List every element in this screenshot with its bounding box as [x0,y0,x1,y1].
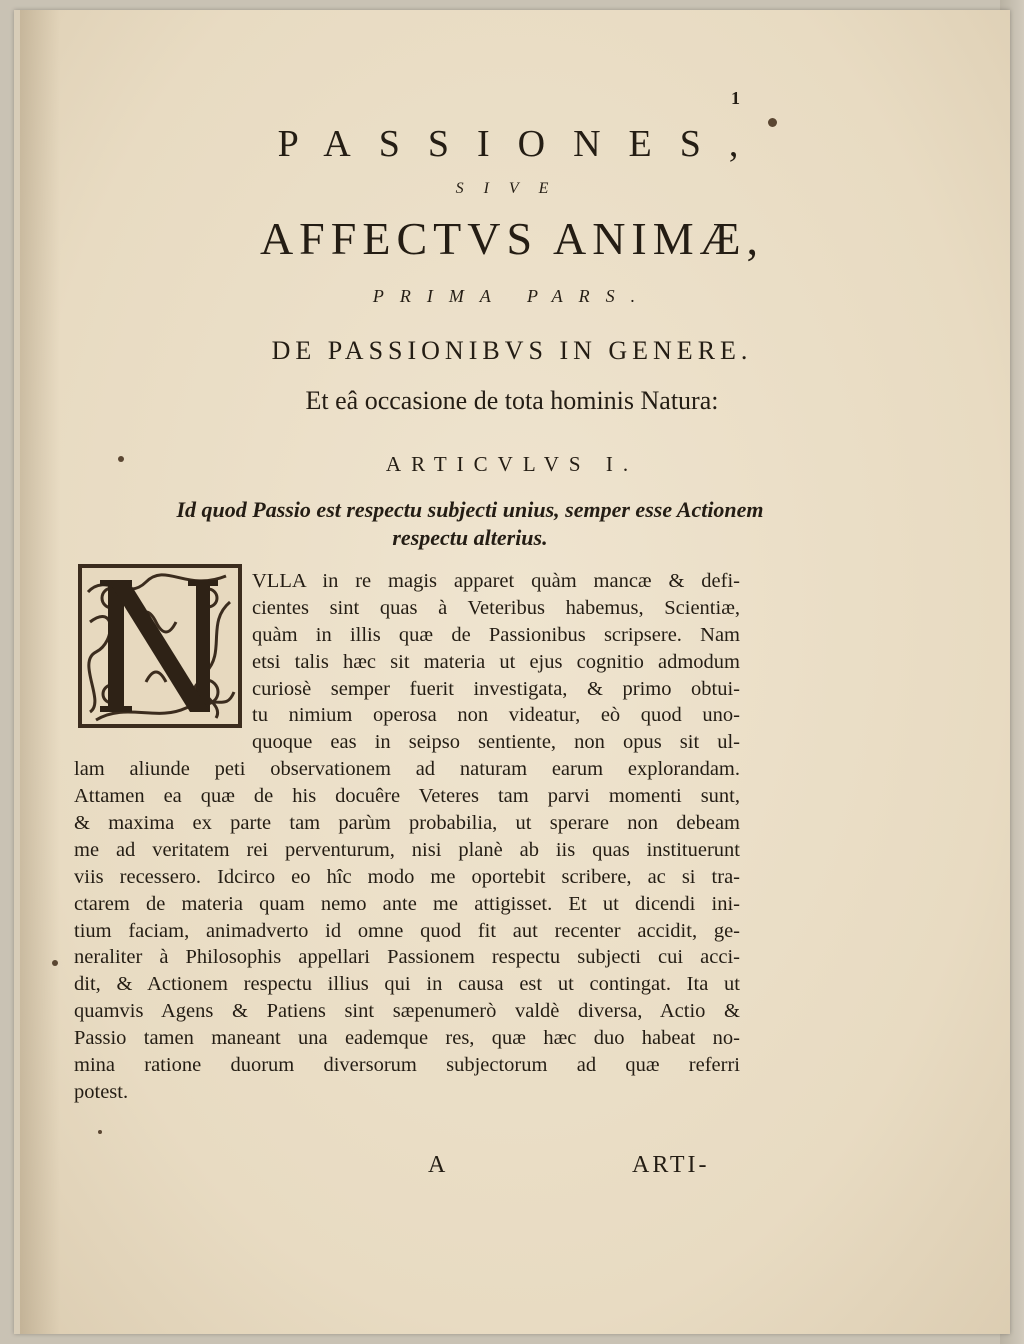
page-gutter-shadow [20,10,60,1334]
signature-mark: A [428,1152,446,1178]
text-line: tu nimium operosa non videatur, eò quod uno- [252,704,740,727]
text-line: mina ratione duorum diversorum subjectorum ad quæ referri [74,1054,740,1077]
text-line: me ad veritatem rei perventurum, nisi planè ab iis quas instituerunt [74,838,740,861]
title-prima-pars: PRIMA PARS. [372,286,652,306]
text-line: VLLA in re magis apparet quàm mancæ & defi- [252,570,740,592]
article-label: ARTICVLVS I. [385,452,639,476]
page-number: 1 [731,88,740,108]
title-de-passionibus: DE PASSIONIBVS IN GENERE. [271,336,753,365]
text-line: curiosè semper fuerit investigata, & primo obtui- [252,677,740,700]
body-paragraph [74,568,740,1106]
text-line: neraliter à Philosophis appellari Passionem respectu subjecti cui acci- [74,946,740,969]
title-passiones: PASSIONES, [277,123,767,165]
text-line: ctarem de materia quam nemo ante me attigisset. Et ut dicendi ini- [74,892,740,915]
text-line: etsi talis hæc sit materia ut ejus cognitio admodum [252,650,740,673]
text-line: cientes sint quas à Veteribus habemus, Scientiæ, [252,596,740,619]
catchword: ARTI- [632,1152,710,1178]
title-sive: SIVE [455,180,569,197]
text-line: quàm in illis quæ de Passionibus scripsere. Nam [252,623,740,646]
dropcap-letter: N [76,562,77,563]
text-line: quamvis Agens & Patiens sint sæpenumerò valdè diversa, Actio & [74,1000,740,1023]
title-occasione: Et eâ occasione de tota hominis Natura: [305,386,719,415]
text-line: tium faciam, animadverto id omne quod fit aut recenter accidit, ge- [74,919,740,942]
text-line: Passio tamen maneant una eademque res, quæ hæc duo habeat no- [74,1027,740,1050]
text-line: quoque eas in seipso sentiente, non opus sit ul- [252,731,740,754]
text-line: viis recessero. Idcirco eo hîc modo me oportebit scribere, ac si tra- [74,865,740,888]
article-heading [100,496,840,552]
text-line: Attamen ea quæ de his docuêre Veteres tam parvi momenti sunt, [74,785,740,808]
text-line: lam aliunde peti observationem ad naturam earum explorandam. [74,758,740,781]
ink-spot [52,960,58,966]
ink-spot [98,1130,102,1134]
text-line: potest. [74,1080,129,1103]
article-heading-line: respectu alterius. [392,525,548,550]
article-heading-line: Id quod Passio est respectu subjecti unius, semper esse Actionem [176,497,764,522]
text-line: dit, & Actionem respectu illius qui in causa est ut contingat. Ita ut [74,973,740,996]
title-affectus-animae: AFFECTVS ANIMÆ, [259,213,765,264]
text-line: & maxima ex parte tam parùm probabilia, ut sperare non debeam [74,812,740,835]
